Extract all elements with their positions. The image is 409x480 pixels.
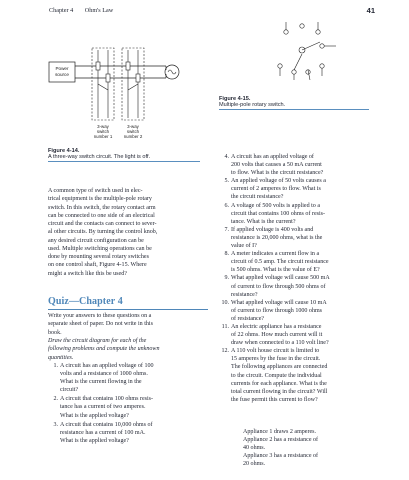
quiz-instructions: [48, 337, 204, 362]
figure-4-15-caption: [219, 96, 369, 110]
question-line: A meter indicates a current flow in a: [231, 251, 320, 258]
question-line: to the circuit. Compute the individual: [231, 372, 322, 379]
power-source-label-2: source: [55, 72, 69, 77]
caption-rule: [48, 161, 200, 162]
quiz-intro-line: separate sheet of paper. Do not write in this: [48, 321, 153, 328]
quiz-instruction-line: Draw the circuit diagram for each of the: [48, 338, 147, 344]
question-item: [219, 250, 379, 274]
chapter-title: Ohm's Law: [84, 7, 114, 14]
question-number: 5.: [224, 178, 229, 185]
figure-4-15-caption-head: Figure 4-15.: [219, 96, 251, 102]
chapter-label: Chapter 4: [49, 7, 74, 14]
question-number: 4.: [224, 154, 229, 160]
question-line: A voltage of 500 volts is applied to a: [231, 202, 321, 209]
switch-1-label-3: number 1: [93, 134, 113, 139]
question-line: resistance?: [231, 291, 258, 298]
question-number: 12.: [221, 348, 229, 355]
question-number: 9.: [224, 275, 229, 282]
appliance-line: 20 ohms.: [243, 461, 266, 468]
appliance-line: 40 ohms.: [243, 445, 266, 452]
question-number: 2.: [53, 396, 58, 403]
paragraph-line: used. Multiple switching operations can be: [48, 245, 152, 252]
appliance-line: Appliance 3 has a resistance of: [243, 453, 319, 460]
question-item: [219, 153, 379, 177]
question-line: volts and a resistance of 1000 ohms.: [60, 371, 148, 378]
running-header: [49, 7, 123, 14]
quiz-title-rule: [48, 309, 208, 310]
question-item: [219, 347, 379, 404]
paragraph-line: circuit and the contacts can connect to sever-: [48, 221, 157, 227]
paragraph-line: can be connected to one side of an electrical: [48, 212, 155, 219]
switch-2-label-1: 3-way: [127, 124, 139, 129]
question-number: 6.: [224, 202, 229, 209]
question-number: 7.: [224, 226, 229, 233]
question-line: to flow. What is the circuit resistance?: [231, 170, 324, 177]
question-line: A circuit has an applied voltage of: [231, 154, 314, 160]
question-line: draw when connected to a 110 volt line?: [231, 340, 329, 347]
question-line: value of I?: [231, 243, 257, 250]
figure-4-15: [250, 18, 360, 90]
quiz-intro: [48, 312, 204, 337]
question-line: 15 amperes by the fuse in the circuit.: [231, 356, 321, 363]
switch-1-label-1: 3-way: [97, 124, 109, 129]
appliance-line: Appliance 1 draws 2 amperes.: [243, 429, 317, 435]
page-number: 41: [366, 6, 375, 15]
question-number: 8.: [224, 251, 229, 258]
switch-1-label-2: switch: [96, 129, 110, 134]
paragraph-line: trical equipment is the multiple-pole rotary: [48, 196, 152, 203]
question-number: 1.: [53, 363, 58, 369]
appliance-line: Appliance 2 has a resistance of: [243, 437, 319, 444]
question-line: An electric appliance has a resistance: [231, 323, 322, 330]
question-number: 11.: [221, 323, 229, 330]
question-number: 10.: [221, 299, 229, 306]
question-line: of resistance?: [231, 315, 265, 322]
switch-2-housing: [122, 48, 144, 120]
paragraph-line: on one control shaft, Figure 4-15. Where: [48, 262, 147, 269]
paragraph-line: done by mounting several rotary switches: [48, 254, 149, 260]
power-source-label-1: Power: [55, 66, 69, 71]
paragraph-line: any desired circuit configuration can be: [48, 237, 144, 244]
question-line: tance. What is the current?: [231, 218, 296, 225]
question-item: [48, 362, 206, 394]
question-line: currents for each appliance. What is the: [231, 380, 327, 387]
question-list-right: [219, 153, 379, 404]
question-item: [48, 395, 206, 419]
question-line: circuit?: [60, 387, 79, 394]
quiz-instruction-line: quantities.: [48, 354, 74, 361]
appliance-list: [231, 428, 381, 468]
paragraph-line: might a switch like this be used?: [48, 270, 127, 277]
three-way-switch-diagram: [48, 44, 186, 142]
question-line: If applied voltage is 400 volts and: [231, 226, 314, 233]
switch-1-housing: [92, 48, 114, 120]
question-line: total current flowing in the circuit? Will: [231, 388, 328, 395]
figure-4-14-caption-text: A three-way switch circuit. The light is off.: [48, 154, 151, 160]
question-line: the fuse permit this current to flow?: [231, 396, 318, 403]
quiz-title: Quiz—Chapter 4: [48, 296, 123, 307]
quiz-intro-line: book.: [48, 329, 62, 336]
paragraph-line: switch. In this switch, the rotary contact arm: [48, 204, 156, 211]
question-line: What applied voltage will cause 500 mA: [231, 275, 330, 282]
quiz-instruction-line: following problems and compute the unknown: [48, 346, 160, 353]
question-item: [219, 299, 379, 323]
question-number: 3.: [53, 421, 58, 428]
question-line: 200 volts that causes a 50 mA current: [231, 162, 322, 169]
figure-4-14: [48, 44, 186, 142]
question-line: is 500 ohms. What is the value of E?: [231, 267, 320, 274]
paragraph-line: al other circuits. By turning the control knob,: [48, 229, 158, 236]
question-line: circuit of 0.5 amp. The circuit resistance: [231, 259, 329, 266]
question-line: What is the applied voltage?: [60, 412, 129, 419]
question-line: A circuit that contains 100 ohms resis-: [60, 396, 154, 403]
question-line: What is the applied voltage?: [60, 437, 129, 444]
question-line: resistance is 20,000 ohms, what is the: [231, 234, 323, 241]
quiz-intro-line: Write your answers to these questions on a: [48, 313, 152, 319]
caption-rule: [219, 109, 369, 110]
question-line: the circuit resistance?: [231, 194, 284, 201]
question-line: The following appliances are connected: [231, 364, 328, 371]
question-item: [219, 177, 379, 201]
figure-4-15-caption-text: Multiple-pole rotary switch.: [219, 102, 286, 108]
question-line: A circuit has an applied voltage of 100: [60, 363, 154, 369]
question-line: of current to flow through 1000 ohms: [231, 307, 323, 314]
question-line: of 22 ohms. How much current will it: [231, 332, 323, 339]
figure-4-14-caption-head: Figure 4-14.: [48, 148, 80, 154]
question-item: [219, 226, 379, 250]
question-line: A 110 volt house circuit is limited to: [231, 348, 320, 355]
question-line: tance has a current of two amperes.: [60, 404, 146, 411]
question-line: What applied voltage will cause 10 mA: [231, 299, 327, 306]
paragraph-line: A common type of switch used in elec-: [48, 188, 143, 194]
question-line: of current to flow through 500 ohms of: [231, 283, 326, 290]
question-line: An applied voltage of 50 volts causes a: [231, 178, 326, 185]
figure-4-14-caption: [48, 148, 200, 162]
rotary-switch-paragraph: [48, 187, 204, 278]
question-line: A circuit that contains 10,000 ohms of: [60, 421, 153, 428]
question-item: [219, 274, 379, 298]
rotary-switch-diagram: [250, 18, 360, 90]
question-list-left: [48, 362, 206, 445]
question-line: circuit that contains 100 ohms of resis-: [231, 210, 326, 217]
question-line: current of 2 amperes to flow. What is: [231, 186, 321, 193]
question-line: What is the current flowing in the: [60, 379, 142, 386]
question-item: [219, 323, 379, 347]
question-item: [219, 202, 379, 226]
question-line: resistance has a current of 100 mA.: [60, 429, 146, 436]
switch-2-label-3: number 2: [123, 134, 143, 139]
switch-2-label-2: switch: [126, 129, 140, 134]
question-item: [48, 421, 206, 445]
